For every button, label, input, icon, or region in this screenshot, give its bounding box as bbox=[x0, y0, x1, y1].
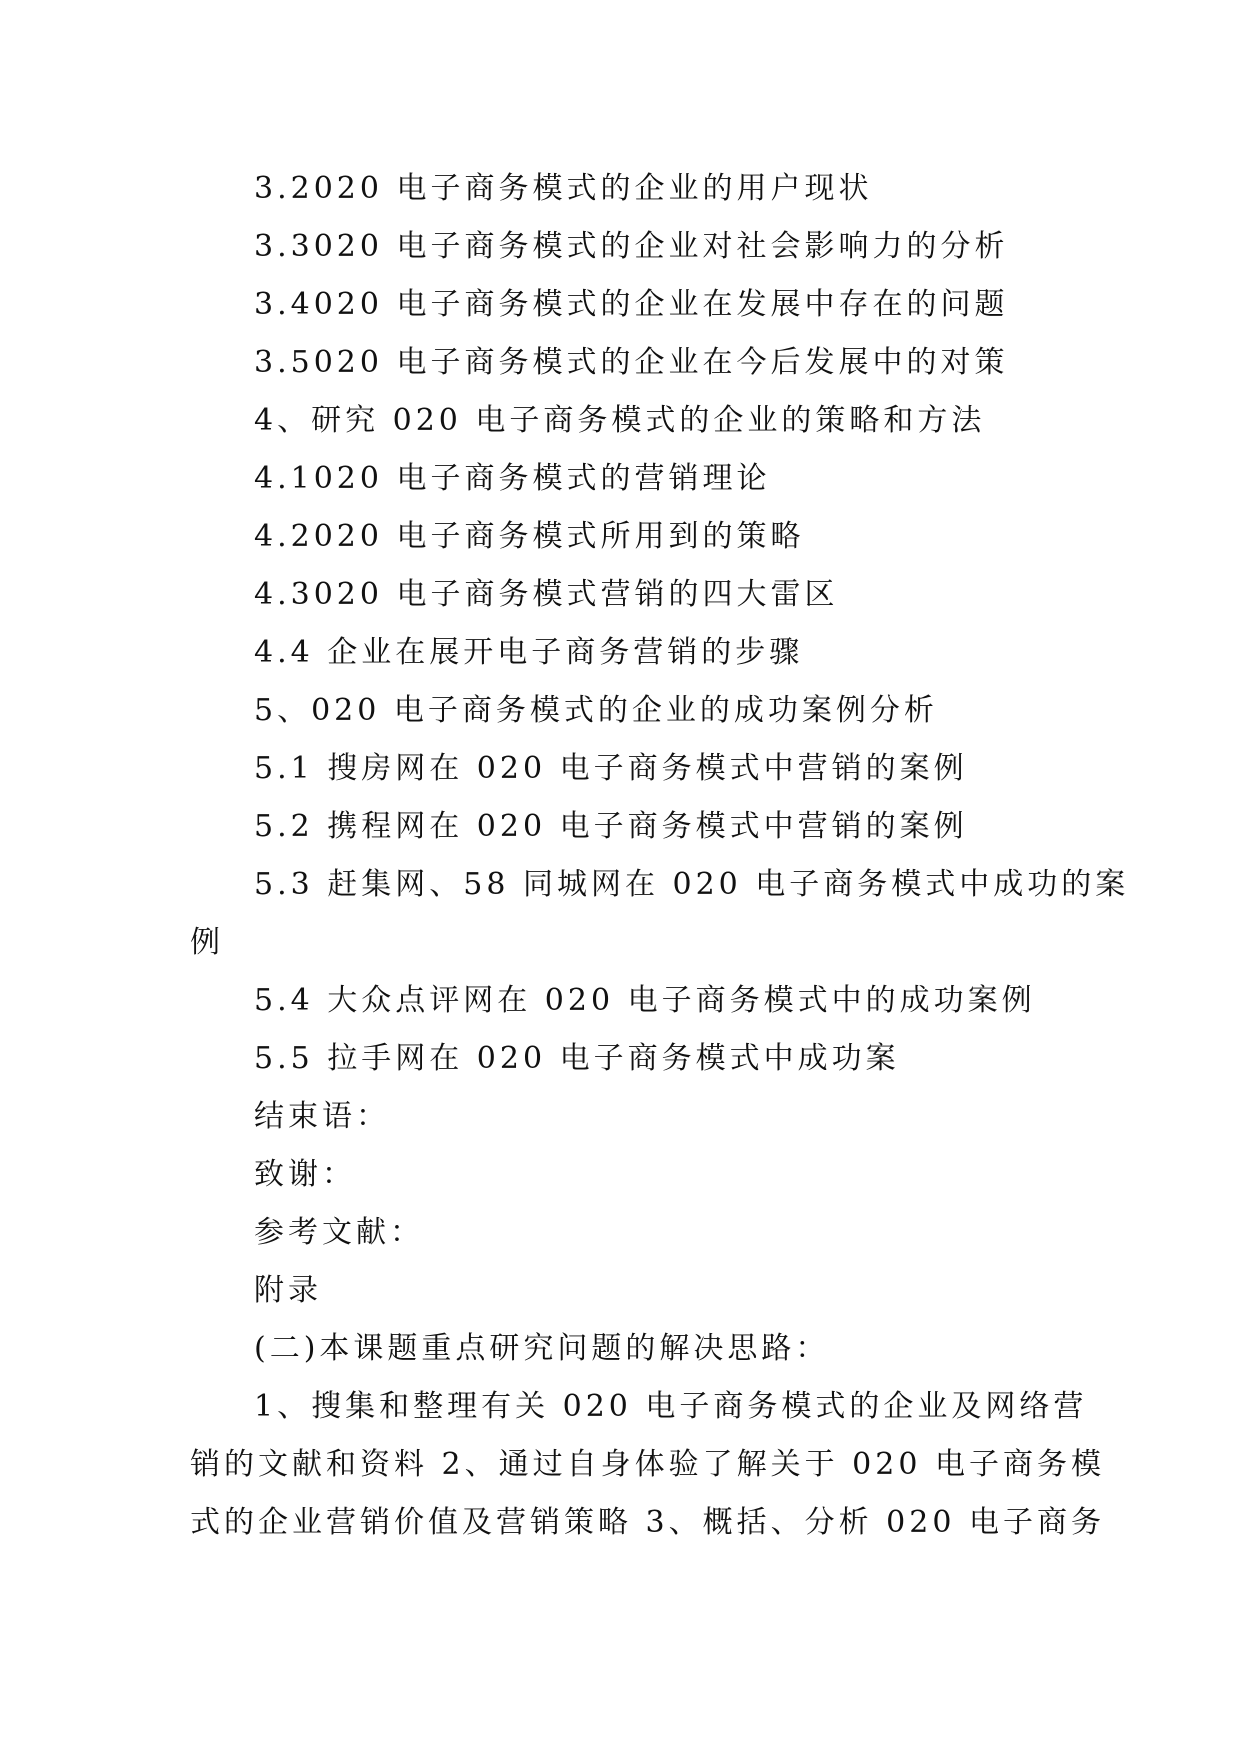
outline-item-3-3: 3.3020 电子商务模式的企业对社会影响力的分析 bbox=[254, 229, 1009, 264]
paragraph-line-3: 式的企业营销价值及营销策略 3、概括、分析 020 电子商务 bbox=[190, 1505, 1105, 1540]
outline-item-5-5: 5.5 拉手网在 020 电子商务模式中成功案 bbox=[254, 1041, 900, 1076]
outline-item-4-2: 4.2020 电子商务模式所用到的策略 bbox=[254, 519, 805, 554]
outline-references: 参考文献： bbox=[254, 1215, 424, 1250]
outline-item-3-4: 3.4020 电子商务模式的企业在发展中存在的问题 bbox=[254, 287, 1009, 322]
outline-item-5-1: 5.1 搜房网在 020 电子商务模式中营销的案例 bbox=[254, 751, 968, 786]
outline-item-4-3: 4.3020 电子商务模式营销的四大雷区 bbox=[254, 577, 839, 612]
outline-conclusion: 结束语： bbox=[254, 1099, 390, 1134]
outline-item-4-4: 4.4 企业在展开电子商务营销的步骤 bbox=[254, 635, 804, 670]
outline-item-5-3-continuation: 例 bbox=[190, 925, 224, 960]
section-heading-solution-approach: (二)本课题重点研究问题的解决思路： bbox=[254, 1331, 830, 1366]
outline-item-5-3: 5.3 赶集网、58 同城网在 020 电子商务模式中成功的案 bbox=[254, 867, 1130, 902]
paragraph-line-2: 销的文献和资料 2、通过自身体验了解关于 020 电子商务模 bbox=[190, 1447, 1105, 1482]
document-body bbox=[190, 160, 1130, 1552]
paragraph-line-1: 1、搜集和整理有关 020 电子商务模式的企业及网络营 bbox=[254, 1389, 1088, 1424]
outline-appendix: 附录 bbox=[254, 1273, 322, 1308]
outline-item-3-5: 3.5020 电子商务模式的企业在今后发展中的对策 bbox=[254, 345, 1009, 380]
outline-item-4-1: 4.1020 电子商务模式的营销理论 bbox=[254, 461, 771, 496]
outline-item-5-4: 5.4 大众点评网在 020 电子商务模式中的成功案例 bbox=[254, 983, 1036, 1018]
outline-acknowledgement: 致谢： bbox=[254, 1157, 356, 1192]
outline-section-4: 4、研究 020 电子商务模式的企业的策略和方法 bbox=[254, 403, 986, 438]
outline-item-5-2: 5.2 携程网在 020 电子商务模式中营销的案例 bbox=[254, 809, 968, 844]
outline-section-5: 5、020 电子商务模式的企业的成功案例分析 bbox=[254, 693, 938, 728]
outline-item-3-2: 3.2020 电子商务模式的企业的用户现状 bbox=[254, 171, 873, 206]
